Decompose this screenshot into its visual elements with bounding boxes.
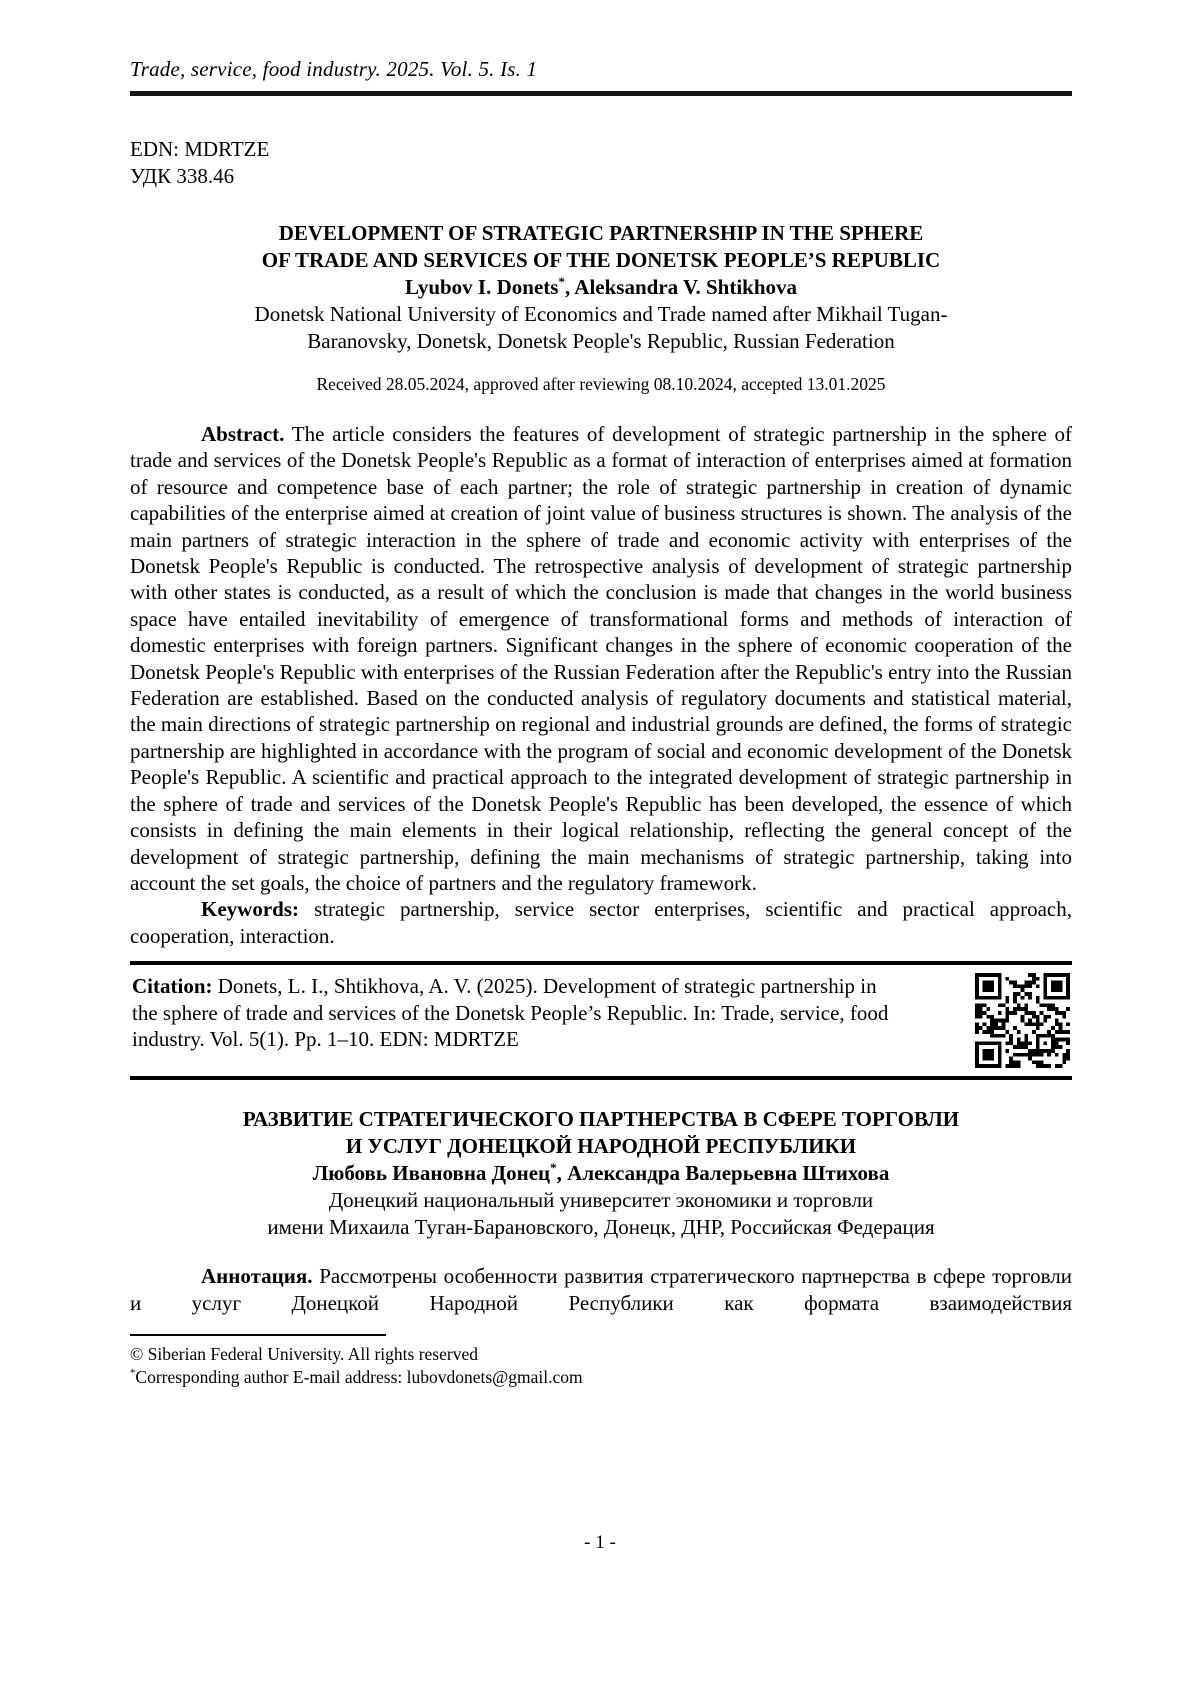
citation-block [130,961,1072,1080]
article-title-en [130,220,1072,274]
keywords-label: Keywords: [201,897,299,922]
copyright-note: © Siberian Federal University. All rights reserved [130,1343,478,1364]
corresponding-author-text: Corresponding author E-mail address: lubovdonets@gmail.com [135,1366,583,1387]
affiliation-ru-line-2: имени Михаила Туган-Барановского, Донецк, ДНР, Российская Федерация [267,1215,935,1240]
running-head [130,56,1072,96]
title-block-ru [130,1106,1072,1241]
keywords-en [130,896,1072,949]
title-ru-line-1: РАЗВИТИЕ СТРАТЕГИЧЕСКОГО ПАРТНЕРСТВА В СФЕРЕ ТОРГОВЛИ [242,1107,960,1132]
citation-body: Donets, L. I., Shtikhova, A. V. (2025). Development of strategic partnership in the sphere of trade and services of the Donetsk People’s Republic. In: Trade, service, food industry. Vol. 5(1). Pp. 1–10. EDN: MDRTZE [132,974,889,1051]
article-codes [130,136,1072,190]
author-footnote-mark: * [558,274,565,289]
header-rule [130,91,1072,96]
article-title-ru [130,1106,1072,1160]
title-line-2: OF TRADE AND SERVICES OF THE DONETSK PEOPLE’S REPUBLIC [261,248,941,272]
author-name-1: Lyubov I. Donets [404,275,559,299]
abstract-text: The article considers the features of development of strategic partnership in the sphere of trade and services of the Donetsk People's Republic as a format of interaction of enterprises aimed at formation of resource and competence base of each partner; the role of strategic partnership in creation of dynamic capabilities of the enterprise aimed at creation of joint value of business structures is shown. The analysis of the main partners of strategic interaction in the sphere of trade and economic activity with enterprises of the Donetsk People's Republic is conducted. The retrospective analysis of development of strategic partnership with other states is conducted, as a result of which the conclusion is made that changes in the world business space have entailed inevitability of emergence of transformational forms and methods of interaction of domestic enterprises with foreign partners. Significant changes in the sphere of economic cooperation of the Donetsk People's Republic with enterprises of the Russian Federation after the Republic's entry into the Russian Federation are established. Based on the conducted analysis of regulatory documents and statistical material, the main directions of strategic partnership on regional and industrial grounds are defined, the forms of strategic partnership are highlighted in accordance with the program of social and economic development of the Donetsk People's Republic. A scientific and practical approach to the integrated development of strategic partnership in the sphere of trade and services of the Donetsk People's Republic has been developed, the essence of which consists in defining the main elements in their logical relationship, reflecting the general concept of the development of strategic partnership, defining the main mechanisms of strategic partnership, taking into account the set goals, the choice of partners and the regulatory framework. [130,422,1072,895]
authors-en [130,274,1072,301]
qr-code [975,973,1070,1068]
keywords-text: strategic partnership, service sector enterprises, scientific and practical approach, cooperation, interaction. [130,897,1072,948]
page-number: - 1 - [584,1532,616,1553]
received-dates: Received 28.05.2024, approved after reviewing 08.10.2024, accepted 13.01.2025 [316,374,886,394]
corresponding-author-note [130,1366,1072,1389]
footnote-block [130,1334,1072,1389]
corresponding-footnote-mark: * [130,1367,136,1380]
title-line-1: DEVELOPMENT OF STRATEGIC PARTNERSHIP IN THE SPHERE [278,221,924,245]
affiliation-line-1: Donetsk National University of Economics and Trade named after Mikhail Tugan- [254,302,948,326]
citation-label: Citation: [132,974,213,999]
affiliation-ru [130,1187,1072,1241]
edn-code: EDN: MDRTZE [130,137,270,161]
title-ru-line-2: И УСЛУГ ДОНЕЦКОЙ НАРОДНОЙ РЕСПУБЛИКИ [345,1134,857,1159]
affiliation-ru-line-1: Донецкий национальный университет экономики и торговли [328,1188,874,1213]
annotation-ru [130,1263,1072,1316]
annotation-text: Рассмотрены особенности развития стратегического партнерства в сфере торговли и услуг Донецкой Народной Республики как формата взаимодействия [130,1264,1072,1315]
footnote-rule [130,1334,386,1336]
author-ru-footnote-mark: * [550,1160,557,1176]
author-name-2: , Aleksandra V. Shtikhova [564,275,798,299]
annotation-label: Аннотация. [201,1264,313,1289]
citation [132,973,892,1052]
abstract-label: Abstract. [201,422,285,446]
author-ru-name-1: Любовь Ивановна Донец [312,1161,551,1186]
authors-ru [130,1160,1072,1187]
title-block-en [130,220,1072,395]
udk-code: УДК 338.46 [130,164,235,188]
abstract-en [130,421,1072,896]
author-ru-name-2: , Александра Валерьевна Штихова [556,1161,890,1186]
affiliation-line-2: Baranovsky, Donetsk, Donetsk People's Republic, Russian Federation [307,329,895,353]
journal-title: Trade, service, food industry. 2025. Vol. 5. Is. 1 [130,57,538,81]
affiliation-en [130,301,1072,355]
